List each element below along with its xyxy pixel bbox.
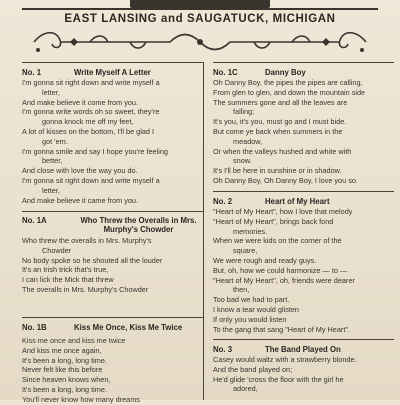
lyric-line: Too bad we had to part. xyxy=(213,295,290,305)
song-heading xyxy=(213,66,394,78)
song-lyrics xyxy=(213,207,394,334)
column-top-rule xyxy=(213,62,394,63)
lyric-line: memories. xyxy=(233,226,268,236)
lyric-line: I'm gonna write words oh so sweet, they're xyxy=(22,107,160,117)
song-heading xyxy=(213,343,394,355)
column-divider xyxy=(203,62,204,400)
lyric-line: It's an Irish trick that's true, xyxy=(22,265,109,275)
song-divider-rule xyxy=(22,317,203,318)
lyric-line: A lot of kisses on the bottom, I'll be glad I xyxy=(22,126,154,136)
song-number: No. 1C xyxy=(213,67,238,77)
lyric-line: But, oh, how we could harmonize — to — xyxy=(213,265,348,275)
lyric-line: I can lick the Mick that threw xyxy=(22,275,114,285)
song-lyrics xyxy=(22,78,203,205)
lyric-line: No body spoke so he shouted all the louder xyxy=(22,255,163,265)
lyric-line: square, xyxy=(233,246,258,256)
lyric-line: It's I'll be here in sunshine or in shadow. xyxy=(213,166,342,176)
lyric-line: To the gang that sang "Heart of My Heart". xyxy=(213,324,351,334)
song-no-1a xyxy=(22,216,203,295)
lyric-line: gonna knock me off my feet, xyxy=(42,117,134,127)
song-no-2 xyxy=(213,195,394,334)
song-title: Heart of My Heart xyxy=(265,196,330,206)
header-subtitle: EAST LANSING and SAUGATUCK, MICHIGAN xyxy=(64,13,336,25)
lyric-line: Kiss me once and kiss me twice xyxy=(22,336,126,345)
lyric-line: It's you, it's you, must go and I must bide. xyxy=(213,117,347,127)
lyric-line: But come ye back when summers in the xyxy=(213,126,343,136)
lyric-line: letter, xyxy=(42,87,60,97)
lyric-line: We were rough and ready guys. xyxy=(213,255,317,265)
lyric-line: I know a tear would glisten xyxy=(213,304,299,314)
song-title-line: Murphy's Chowder xyxy=(103,225,174,234)
song-number: No. 1B xyxy=(22,322,47,332)
lyric-line: And make believe it come from you. xyxy=(22,97,138,107)
song-no-1c xyxy=(213,66,394,186)
song-heading xyxy=(22,66,203,78)
lyric-line: And make believe it came from you. xyxy=(22,195,138,205)
header-banner xyxy=(0,0,400,58)
lyric-line: It's been a long, long time. xyxy=(22,384,107,394)
lyric-line: I'm gonna sit right down and write myself a xyxy=(22,78,160,87)
lyric-line: "Heart of My Heart", oh, friends were dearer xyxy=(213,275,355,285)
song-heading xyxy=(213,195,394,207)
lyric-line: "Heart of My Heart", how I love that melody xyxy=(213,207,353,216)
lyric-line: Casey would waltz with a strawberry blonde. xyxy=(213,355,357,364)
lyric-line: got 'em. xyxy=(42,136,68,146)
lyric-line: meadow, xyxy=(233,136,263,146)
song-title: Danny Boy xyxy=(265,67,306,77)
song-divider-rule xyxy=(213,339,394,340)
song-divider-rule xyxy=(22,211,203,212)
song-number: No. 3 xyxy=(213,344,233,354)
lyric-line: Chowder xyxy=(42,245,72,255)
song-no-1b xyxy=(22,321,203,405)
song-lyrics xyxy=(213,355,394,394)
lyric-line: adored, xyxy=(233,384,258,394)
lyric-line: And kiss me once again, xyxy=(22,345,102,355)
banner-title-ornament xyxy=(130,0,270,8)
lyric-line: I'm gonna sit right down and write myself a xyxy=(22,175,160,185)
song-title: The Band Played On xyxy=(265,344,341,354)
lyric-line: better, xyxy=(42,156,63,166)
lyric-line: I'm gonna smile and say I hope you're feeling xyxy=(22,146,168,156)
lyric-line: Never felt like this before xyxy=(22,365,103,375)
lyric-line: "Heart of My Heart", brings back fond xyxy=(213,216,334,226)
lyric-line: Oh Danny Boy, Oh Danny Boy, I love you so. xyxy=(213,175,358,185)
song-heading xyxy=(22,321,203,333)
lyric-line: The summers gone and all the leaves are xyxy=(213,97,348,107)
lyric-line: Or when the valleys hushed and white with xyxy=(213,146,352,156)
lyric-line: And close with love the way you do. xyxy=(22,166,138,176)
scroll-ornament-icon xyxy=(30,28,370,56)
lyric-line: It's been a long, long time. xyxy=(22,355,107,365)
song-no-3 xyxy=(213,343,394,394)
lyric-line: From glen to glen, and down the mountain side xyxy=(213,87,366,97)
lyric-line: If only you would listen xyxy=(213,314,287,324)
lyric-line: then, xyxy=(233,285,250,295)
lyric-line: He'd glide 'cross the floor with the girl he xyxy=(213,374,344,384)
song-title-line: Who Threw the Overalls in Mrs. xyxy=(80,216,197,225)
lyric-line: And the band played on; xyxy=(213,364,293,374)
song-heading xyxy=(22,216,203,234)
song-number: No. 1 xyxy=(22,67,42,77)
lyric-line: falling; xyxy=(233,107,255,117)
lyric-line: Oh Danny Boy, the pipes the pipes are calling, xyxy=(213,78,363,87)
song-lyrics xyxy=(22,236,203,295)
lyric-line: snow. xyxy=(233,156,252,166)
lyric-line: Since heaven knows when, xyxy=(22,375,111,385)
song-no-1 xyxy=(22,66,203,205)
song-divider-rule xyxy=(213,191,394,192)
song-lyrics xyxy=(22,336,203,405)
song-number: No. 1A xyxy=(22,216,47,225)
song-number: No. 2 xyxy=(213,196,233,206)
song-title: Kiss Me Once, Kiss Me Twice xyxy=(74,322,183,332)
song-title xyxy=(74,216,203,234)
lyric-line: When we were kids on the corner of the xyxy=(213,236,342,246)
song-title: Write Myself A Letter xyxy=(74,67,151,77)
column-top-rule xyxy=(22,62,203,63)
lyric-line: The overalls in Mrs. Murphy's Chowder xyxy=(22,284,149,294)
lyric-line: You'll never know how many dreams xyxy=(22,394,140,404)
lyric-line: letter, xyxy=(42,185,60,195)
lyric-line: Who threw the overalls in Mrs. Murphy's xyxy=(22,236,152,245)
song-lyrics xyxy=(213,78,394,186)
